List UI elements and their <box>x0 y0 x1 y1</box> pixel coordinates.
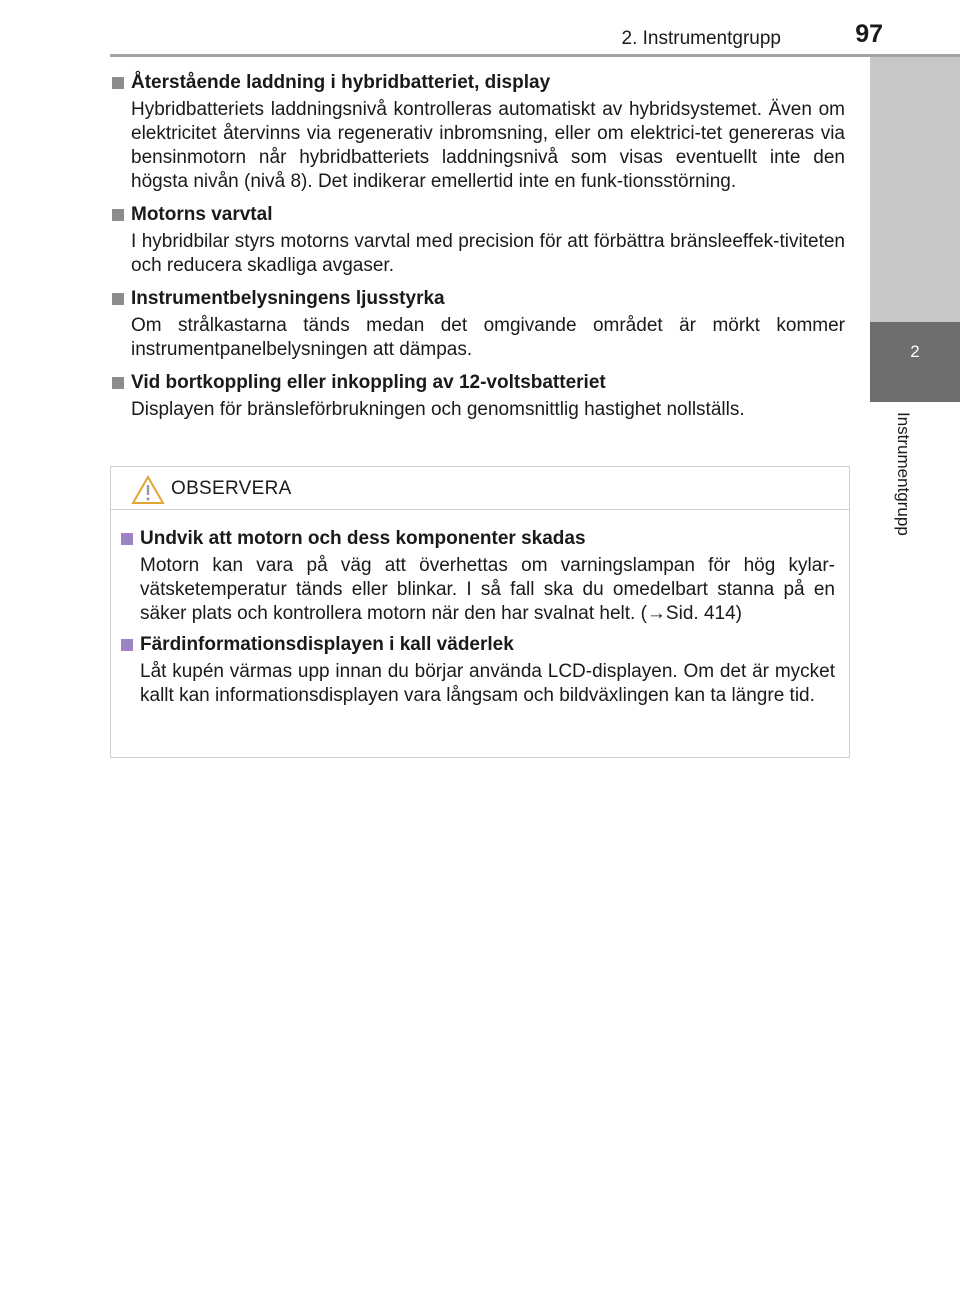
notice-item-heading: Undvik att motorn och dess komponenter skadas <box>119 526 835 552</box>
section-heading: Återstående laddning i hybridbatteriet, display <box>110 70 845 96</box>
page-number: 97 <box>855 20 883 48</box>
section-body: Hybridbatteriets laddningsnivå kontrolleras automatiskt av hybridsystemet. Även om elektricitet återvinns via regenerativ inbromsning, eller om elektrici-tet genereras via bensinmotorn når hybridbatteriets laddningsnivå som visas eventuellt inte den högsta nivån (nivå 8). Det indikerar emellertid inte en funk-tionsstörning. <box>131 99 845 192</box>
notice-item-body: Låt kupén värmas upp innan du börjar använda LCD-displayen. Om det är mycket kallt kan informationsdisplayen vara långsam och bildväxlingen kan ta längre tid. <box>140 661 835 706</box>
section-body: Displayen för bränsleförbrukningen och genomsnittlig hastighet nollställs. <box>131 399 745 420</box>
square-bullet-icon <box>112 77 124 89</box>
notice-item <box>119 632 835 708</box>
section <box>110 202 845 278</box>
section-heading: Instrumentbelysningens ljusstyrka <box>110 286 845 312</box>
notice-body <box>111 510 849 708</box>
square-bullet-icon <box>112 209 124 221</box>
section <box>110 70 845 194</box>
page-header <box>110 16 885 50</box>
notice-item <box>119 526 835 626</box>
section-body: I hybridbilar styrs motorns varvtal med precision för att förbättra bränsleeffek-tiviteten och reducera skadliga avgaser. <box>131 231 845 276</box>
square-bullet-icon <box>112 377 124 389</box>
section-body: Om strålkastarna tänds medan det omgivande området är mörkt kommer instrumentpanelbelysningen att dämpas. <box>131 315 845 360</box>
side-tab-strip <box>870 57 960 322</box>
main-content <box>110 70 845 430</box>
chapter-title: 2. Instrumentgrupp <box>621 28 781 49</box>
side-tab-number: 2 <box>870 322 960 402</box>
square-bullet-icon <box>112 293 124 305</box>
notice-item-heading: Färdinformationsdisplayen i kall väderlek <box>119 632 835 658</box>
section-heading: Motorns varvtal <box>110 202 845 228</box>
section <box>110 286 845 362</box>
section <box>110 370 845 422</box>
notice-item-body: Motorn kan vara på väg att överhettas om varningslampan för hög kylar-vätsketemperatur tänds eller blinkar. I så fall ska du omedelbart stanna på en säker plats och kontrollera motorn när den har svalnat helt. (→Sid. 414) <box>140 555 835 624</box>
notice-header <box>111 467 849 510</box>
warning-triangle-icon <box>131 475 165 505</box>
section-heading: Vid bortkoppling eller inkoppling av 12-voltsbatteriet <box>110 370 845 396</box>
header-rule <box>110 54 960 57</box>
side-tab-label: Instrumentgrupp <box>894 412 913 536</box>
notice-title: OBSERVERA <box>171 478 292 499</box>
notice-box <box>110 466 850 758</box>
square-bullet-icon <box>121 533 133 545</box>
square-bullet-icon <box>121 639 133 651</box>
